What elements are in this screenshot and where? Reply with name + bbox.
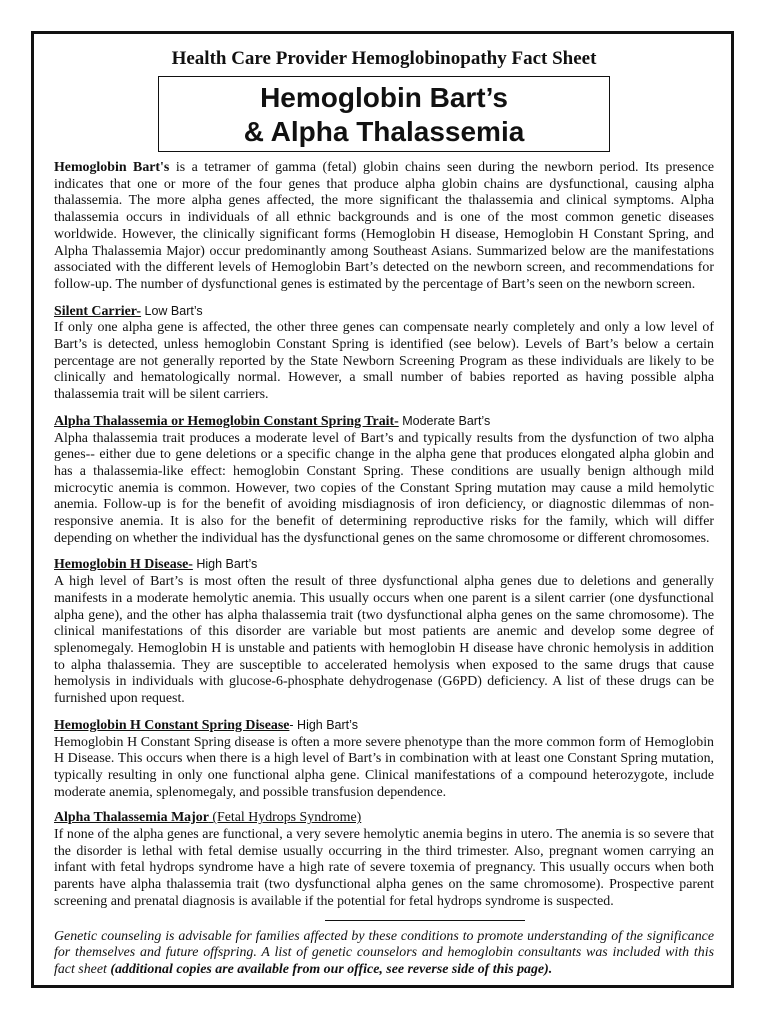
section-heading-line: [54, 810, 714, 827]
section-body: Hemoglobin H Constant Spring disease is often a more severe phenotype than the more common form of Hemoglobin H Disease. This occurs when there is a high level of Bart’s in combination with at least one Constant Spring mutation, typically resulting in only one functional alpha gene. Clinical manifestations of a compound heterozygote, include moderate anemia, splenomegaly, and possible transfusion dependence.: [54, 734, 714, 800]
section-body: If only one alpha gene is affected, the other three genes can compensate nearly completely and only a low level of Bart’s is detected, unless hemoglobin Constant Spring is identified (see below). Levels of Bart’s below a certain percentage are not generally reported by the State Newborn Screening Program as these individuals are likely to be clinically and hematologically normal. However, a small number of babies reported as having possible alpha thalassemia trait will be silent carriers.: [54, 320, 714, 403]
section-heading: Alpha Thalassemia or Hemoglobin Constant Spring Trait-: [54, 413, 399, 429]
title-line-1: Hemoglobin Bart’s: [260, 82, 508, 113]
section-heading-line: [54, 303, 714, 321]
section-heading: Alpha Thalassemia Major: [54, 810, 209, 826]
section-heading: Hemoglobin H Constant Spring Disease: [54, 717, 290, 733]
section-heading-line: [54, 717, 714, 735]
footer-bold: (additional copies are available from our office, see reverse side of this page).: [110, 961, 553, 977]
section-alpha-trait: [54, 413, 714, 548]
section-silent-carrier: [54, 303, 714, 404]
title-line-2: & Alpha Thalassemia: [243, 116, 525, 147]
intro-lead: Hemoglobin Bart's: [54, 160, 170, 175]
section-heading: Hemoglobin H Disease-: [54, 557, 193, 573]
intro-body: is a tetramer of gamma (fetal) globin chains seen during the newborn period. Its presence indicates that one or more of the four genes that produce alpha globin chains are dysfunctional, causing alpha thalassemia. The more alpha genes affected, the more significant the thalassemia and clinical symptoms. Alpha thalassemia occurs in individuals of all ethnic backgrounds and is one of the most common genetic diseases worldwide. However, the clinically significant forms (Hemoglobin H disease, Hemoglobin H Constant Spring, and Alpha Thalassemia Major) occur predominantly among Southeast Asians. Summarized below are the manifestations associated with the different levels of Hemoglobin Bart’s detected on the newborn screen, and recommendations for follow-up. The number of dysfunctional genes is estimated by the percentage of Bart’s seen on the newborn screen.: [54, 160, 714, 292]
section-subheading: (Fetal Hydrops Syndrome): [208, 810, 362, 826]
section-hemoglobin-h-constant-spring: [54, 717, 714, 802]
divider-rule: [325, 920, 525, 921]
fact-sheet: [54, 46, 714, 979]
section-subheading: Moderate Bart’s: [398, 413, 491, 428]
section-alpha-major: [54, 810, 714, 910]
section-body: Alpha thalassemia trait produces a moderate level of Bart’s and typically results from the dysfunction of two alpha genes-- either due to gene deletions or a specific change in the alpha gene that produces elongated alpha globin and has a thalassemia-like effect: hemoglobin Constant Spring. These conditions are usually benign although mild microcytic anemia is common. However, two copies of the Constant Spring mutation may cause a mild hemolytic anemia. Follow-up is for the benefit of avoiding misdiagnosis of iron deficiency, or diagnostic dilemmas of non-responsive anemia. It is also for the benefit of determining reproductive risks for the family, which will differ depending on whether the individual has the dysfunctional genes on the same chromosome or different chromosomes.: [54, 430, 714, 546]
section-hemoglobin-h: [54, 556, 714, 707]
fact-sheet-header: Health Care Provider Hemoglobinopathy Fact Sheet: [171, 48, 597, 69]
section-heading-line: [54, 413, 714, 431]
title-box: [158, 76, 610, 152]
section-heading: Silent Carrier-: [54, 303, 142, 319]
section-body: A high level of Bart’s is most often the result of three dysfunctional alpha genes due to deletions and generally manifests in a moderate hemolytic anemia. This usually occurs when one parent is a silent carrier (one dysfunctional alpha gene), and the other has alpha thalassemia trait (two dysfunctional alpha genes on the same chromosome). The clinical manifestations of this disorder are variable but most patients are anemic and develop some degree of splenomegaly. Hemoglobin H is unstable and patients with hemoglobin H disease have chronic hemolysis in addition to alpha thalassemia. They are susceptible to accelerated hemolysis when exposed to the same drugs that cause hemolysis in individuals with glucose-6-phosphate dehydrogenase (G6PD) deficiency. A list of these drugs can be furnished upon request.: [54, 574, 714, 707]
footer-text: Genetic counseling is advisable for families affected by these conditions to promote understanding of the significance for themselves and future offspring. A list of genetic counselors and hemoglobin consultants was included with this fact sheet: [54, 928, 714, 977]
section-subheading: - High Bart’s: [289, 717, 358, 732]
section-heading-line: [54, 556, 714, 574]
footer-note: [54, 929, 714, 979]
section-subheading: High Bart’s: [192, 557, 258, 572]
section-subheading: Low Bart’s: [141, 303, 203, 318]
intro-paragraph: [54, 160, 714, 294]
section-body: If none of the alpha genes are functional, a very severe hemolytic anemia begins in utero. The anemia is so severe that the disorder is lethal with fetal demise usually occurring in the third trimester. Also, pregnant women carrying an infant with fetal hydrops syndrome have a high rate of severe toxemia of pregnancy. This usually occurs when both parents have alpha thalassemia trait (two dysfunctional alpha genes on the same chromosome). Prospective parent screening and prenatal diagnosis is available if the potential for fetal hydrops syndrome is suspected.: [54, 827, 714, 909]
